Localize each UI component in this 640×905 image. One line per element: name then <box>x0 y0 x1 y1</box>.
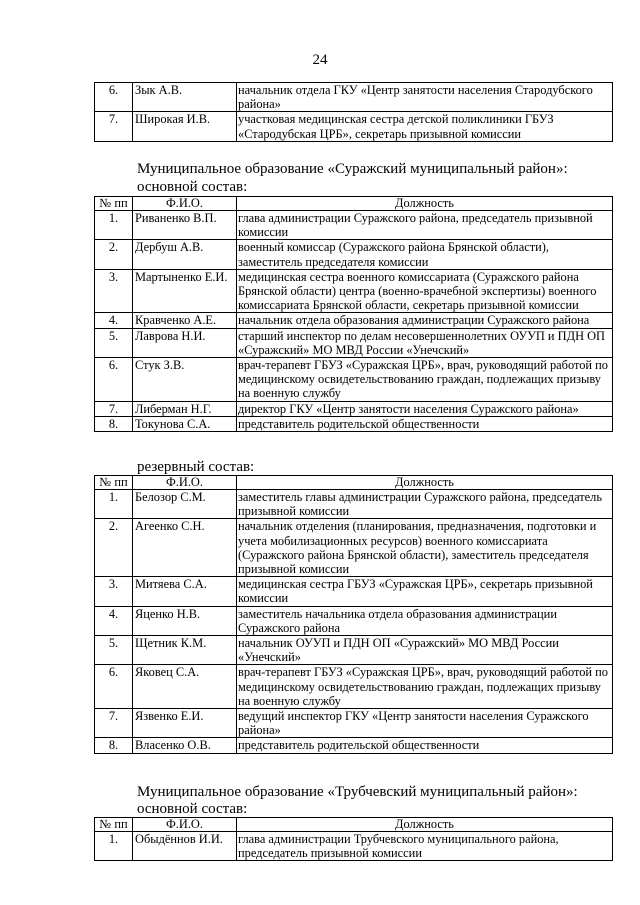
table-row <box>95 738 613 753</box>
table-row <box>95 240 613 269</box>
member-position: участковая медицинская сестра детской поликлиники ГБУЗ «Стародубская ЦРБ», секретарь призывной комиссии <box>237 112 613 141</box>
row-number: 2. <box>95 240 133 269</box>
member-name: Либерман Н.Г. <box>133 401 237 416</box>
row-number: 3. <box>95 577 133 606</box>
header-position: Должность <box>237 476 613 490</box>
table-header-row <box>95 197 613 211</box>
member-position: начальник ОУУП и ПДН ОП «Суражский» МО МВД России «Унечский» <box>237 636 613 665</box>
row-number: 8. <box>95 738 133 753</box>
table-row <box>95 665 613 709</box>
table-row <box>95 577 613 606</box>
table-row <box>95 832 613 861</box>
member-position: военный комиссар (Суражского района Брянской области), заместитель председателя комиссии <box>237 240 613 269</box>
member-name: Белозор С.М. <box>133 490 237 519</box>
row-number: 6. <box>95 83 133 112</box>
member-name: Зык А.В. <box>133 83 237 112</box>
member-name: Риваненко В.П. <box>133 211 237 240</box>
member-name: Токунова С.А. <box>133 416 237 431</box>
table-row <box>95 269 613 313</box>
row-number: 5. <box>95 328 133 357</box>
member-name: Щетник К.М. <box>133 636 237 665</box>
member-name: Митяева С.А. <box>133 577 237 606</box>
member-position: директор ГКУ «Центр занятости населения Суражского района» <box>237 401 613 416</box>
header-num: № пп <box>95 476 133 490</box>
section-subheading-main-trubchevsk: основной состав: <box>137 801 248 817</box>
row-number: 7. <box>95 401 133 416</box>
table-starodub-continuation <box>94 82 613 142</box>
row-number: 7. <box>95 112 133 141</box>
member-name: Язвенко Е.И. <box>133 709 237 738</box>
table-row <box>95 490 613 519</box>
page-number: 24 <box>312 52 328 68</box>
member-position: врач-терапевт ГБУЗ «Суражская ЦРБ», врач, руководящий работой по медицинскому освидетельствованию граждан, подлежащих призыву на военную службу <box>237 358 613 402</box>
row-number: 4. <box>95 606 133 635</box>
table-surazh-main <box>94 196 613 432</box>
member-position: заместитель начальника отдела образования администрации Суражского района <box>237 606 613 635</box>
row-number: 1. <box>95 832 133 861</box>
section-subheading-reserve: резервный состав: <box>137 459 255 475</box>
member-position: глава администрации Трубчевского муниципального района, председатель призывной комиссии <box>237 832 613 861</box>
row-number: 8. <box>95 416 133 431</box>
table-header-row <box>95 476 613 490</box>
member-position: представитель родительской общественности <box>237 738 613 753</box>
member-name: Обыдённов И.И. <box>133 832 237 861</box>
member-name: Дербуш А.В. <box>133 240 237 269</box>
member-position: врач-терапевт ГБУЗ «Суражская ЦРБ», врач, руководящий работой по медицинскому освидетельствованию граждан, подлежащих призыву на военную службу <box>237 665 613 709</box>
table-trubchevsk-main <box>94 817 613 861</box>
member-name: Агеенко С.Н. <box>133 519 237 577</box>
member-position: начальник отделения (планирования, предназначения, подготовки и учета мобилизационных ресурсов) военного комиссариата (Суражского района Брянской области), заместитель председателя призывной комиссии <box>237 519 613 577</box>
member-name: Кравченко А.Е. <box>133 313 237 328</box>
row-number: 7. <box>95 709 133 738</box>
row-number: 4. <box>95 313 133 328</box>
member-position: заместитель главы администрации Суражского района, председатель призывной комиссии <box>237 490 613 519</box>
member-position: старший инспектор по делам несовершеннолетних ОУУП и ПДН ОП «Суражский» МО МВД России «Унечский» <box>237 328 613 357</box>
header-num: № пп <box>95 818 133 832</box>
member-name: Широкая И.В. <box>133 112 237 141</box>
member-position: глава администрации Суражского района, председатель призывной комиссии <box>237 211 613 240</box>
row-number: 1. <box>95 490 133 519</box>
table-row <box>95 112 613 141</box>
row-number: 6. <box>95 665 133 709</box>
member-position: ведущий инспектор ГКУ «Центр занятости населения Суражского района» <box>237 709 613 738</box>
header-name: Ф.И.О. <box>133 818 237 832</box>
member-position: медицинская сестра ГБУЗ «Суражская ЦРБ», секретарь призывной комиссии <box>237 577 613 606</box>
row-number: 3. <box>95 269 133 313</box>
table-row <box>95 636 613 665</box>
table-row <box>95 358 613 402</box>
row-number: 6. <box>95 358 133 402</box>
table-row <box>95 416 613 431</box>
header-num: № пп <box>95 197 133 211</box>
header-name: Ф.И.О. <box>133 476 237 490</box>
member-name: Яценко Н.В. <box>133 606 237 635</box>
member-name: Стук З.В. <box>133 358 237 402</box>
table-row <box>95 83 613 112</box>
member-name: Яковец С.А. <box>133 665 237 709</box>
member-name: Власенко О.В. <box>133 738 237 753</box>
table-row <box>95 211 613 240</box>
row-number: 2. <box>95 519 133 577</box>
member-position: представитель родительской общественности <box>237 416 613 431</box>
header-name: Ф.И.О. <box>133 197 237 211</box>
table-header-row <box>95 818 613 832</box>
row-number: 5. <box>95 636 133 665</box>
table-row <box>95 401 613 416</box>
section-heading-trubchevsk: Муниципальное образование «Трубчевский муниципальный район»: <box>137 784 578 800</box>
table-row <box>95 519 613 577</box>
table-surazh-reserve <box>94 475 613 754</box>
table-row <box>95 709 613 738</box>
section-subheading-main: основной состав: <box>137 179 248 195</box>
table-row <box>95 313 613 328</box>
row-number: 1. <box>95 211 133 240</box>
table-row <box>95 328 613 357</box>
member-position: начальник отдела ГКУ «Центр занятости населения Стародубского района» <box>237 83 613 112</box>
member-name: Лаврова Н.И. <box>133 328 237 357</box>
header-position: Должность <box>237 818 613 832</box>
member-position: медицинская сестра военного комиссариата (Суражского района Брянской области) центра (военно-врачебной экспертизы) военного комиссариата Брянской области, секретарь призывной комиссии <box>237 269 613 313</box>
section-heading-surazh: Муниципальное образование «Суражский муниципальный район»: <box>137 161 568 177</box>
header-position: Должность <box>237 197 613 211</box>
member-name: Мартыненко Е.И. <box>133 269 237 313</box>
table-row <box>95 606 613 635</box>
member-position: начальник отдела образования администрации Суражского района <box>237 313 613 328</box>
